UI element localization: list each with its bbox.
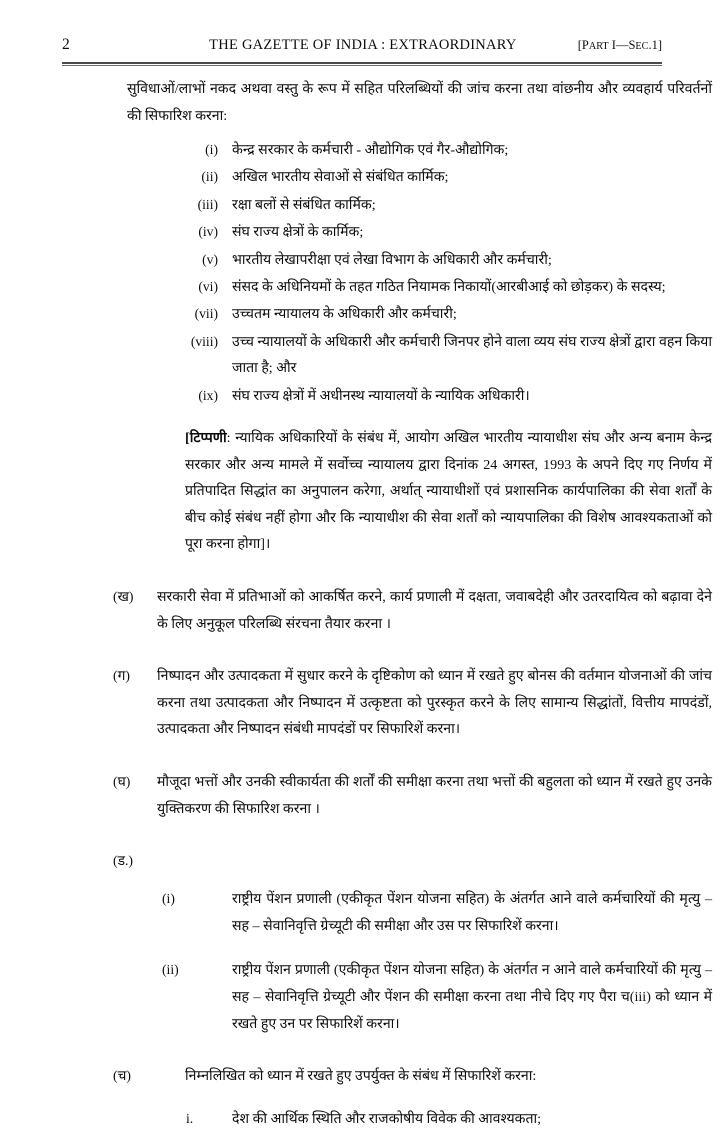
list-text: केन्द्र सरकार के कर्मचारी - औद्योगिक एवं गैर-औद्योगिक; xyxy=(232,142,509,158)
clause-nga xyxy=(0,848,725,868)
roman-numeral-list xyxy=(0,137,725,409)
page-number: 2 xyxy=(62,36,70,53)
clause-label: (ग) xyxy=(113,668,130,684)
lead-paragraph: सुविधाओं/लाभों नकद अथवा वस्तु के रूप में सहित परिलब्धियों की जांच करना तथा वांछनीय और व्यवहार्य परिवर्तनों की सिफारिश करना: xyxy=(127,81,712,124)
list-text: संसद के अधिनियमों के तहत गठित नियामक निकायों(आरबीआई को छोड़कर) के सदस्य; xyxy=(232,279,666,296)
list-text: संघ राज्य क्षेत्रों के कार्मिक; xyxy=(232,224,364,241)
list-marker: (ix) xyxy=(198,387,218,403)
list-text: देश की आर्थिक स्थिति और राजकोषीय विवेक की आवश्यकता; xyxy=(232,1110,542,1127)
alpha-sub-list xyxy=(0,1106,725,1132)
list-item xyxy=(0,383,725,409)
note-label: टिप्पणी xyxy=(189,430,227,447)
note-bracket: [ xyxy=(185,430,190,447)
list-item xyxy=(0,247,725,273)
header-rule-thin xyxy=(62,65,662,66)
list-item xyxy=(0,192,725,218)
list-text: उच्च न्यायालयों के अधिकारी और कर्मचारी जिनपर होने वाला व्यय संघ राज्य क्षेत्रों द्वारा वहन किया जाता है; और xyxy=(232,333,712,377)
clause-label: (घ) xyxy=(113,774,131,789)
clause-gha xyxy=(0,769,725,822)
page-header xyxy=(62,36,662,62)
clause-label: (ड.) xyxy=(113,853,134,869)
clause-text: निष्पादन और उत्पादकता में सुधार करने के दृष्टिकोण को ध्यान में रखते हुए बोनस की वर्तमान योजनाओं की जांच करना तथा उत्पादकता और निष्पादन में उत्कृष्टता को पुरस्कृत करने के लिए सामान्य सिद्धांतों, वित्तीय मापदंडों, उत्पादकता और निष्पादन संबंधी मापदंडों पर सिफारिशें करना। xyxy=(157,668,712,738)
list-marker: (v) xyxy=(202,251,218,267)
list-item xyxy=(0,886,725,939)
clause-text: निम्नलिखित को ध्यान में रखते हुए उपर्युक्त के संबंध में सिफारिशें करना: xyxy=(185,1068,537,1085)
clause-text: सरकारी सेवा में प्रतिभाओं को आकर्षित करने, कार्य प्रणाली में दक्षता, जवाबदेही और उतरदायित्व को बढ़ावा देने के लिए अनुकूल परिलब्धि संरचना तैयार करना । xyxy=(157,589,712,632)
list-text: संघ राज्य क्षेत्रों में अधीनस्थ न्यायालयों के न्यायिक अधिकारी। xyxy=(232,387,530,404)
clause-cha xyxy=(0,1063,725,1090)
list-item xyxy=(0,329,725,382)
clause-kha xyxy=(0,584,725,637)
list-text: राष्ट्रीय पेंशन प्रणाली (एकीकृत पेंशन योजना सहित) के अंतर्गत आने वाले कर्मचारियों की मृत्यु – सह – सेवानिवृत्ति ग्रेच्यूटी की समीक्षा और उस पर सिफारिशें करना। xyxy=(232,891,712,934)
clause-text: मौजूदा भत्तों और उनकी स्वीकार्यता की शर्तों की समीक्षा करना तथा भत्तों की बहुलता को ध्यान में रखते हुए उनके युक्तिकरण की सिफारिश करना । xyxy=(157,774,712,817)
note-paragraph xyxy=(0,425,725,558)
list-marker: (ii) xyxy=(201,169,218,185)
list-item xyxy=(0,1106,725,1132)
clause-label: (च) xyxy=(113,1068,131,1084)
header-title: THE GAZETTE OF INDIA : EXTRAORDINARY xyxy=(209,37,517,53)
list-marker: (i) xyxy=(162,891,175,907)
list-marker: (i) xyxy=(205,142,218,157)
header-part-section: [PART I—SEC.1] xyxy=(577,38,662,52)
list-item xyxy=(0,219,725,245)
clause-ga xyxy=(0,663,725,743)
list-marker: (ii) xyxy=(162,962,179,978)
list-item xyxy=(0,164,725,190)
sub-roman-list xyxy=(0,886,725,1037)
list-marker: (viii) xyxy=(190,333,218,349)
header-divider xyxy=(62,62,662,66)
list-text: भारतीय लेखापरीक्षा एवं लेखा विभाग के अधिकारी और कर्मचारी; xyxy=(232,251,552,268)
list-marker: (iv) xyxy=(198,224,218,240)
clause-label: (ख) xyxy=(113,589,134,605)
list-text: राष्ट्रीय पेंशन प्रणाली (एकीकृत पेंशन योजना सहित) के अंतर्गत न आने वाले कर्मचारियों की मृत्यु – सह – सेवानिवृत्ति ग्रेच्यूटी और पेंशन की समीक्षा करना तथा नीचे दिए गए पैरा च(iii) को ध्यान में रखते हुए उन पर सिफारिशें करना। xyxy=(232,962,712,1032)
list-item xyxy=(0,274,725,300)
list-item xyxy=(0,957,725,1037)
list-marker: (iii) xyxy=(197,196,218,212)
document-body xyxy=(0,76,725,1132)
list-text: अखिल भारतीय सेवाओं से संबंधित कार्मिक; xyxy=(232,169,449,186)
list-item xyxy=(0,301,725,327)
list-text: रक्षा बलों से संबंधित कार्मिक; xyxy=(232,196,376,213)
list-text: उच्चतम न्यायालय के अधिकारी और कर्मचारी; xyxy=(232,306,457,323)
note-text: : न्यायिक अधिकारियों के संबंध में, आयोग अखिल भारतीय न्यायाधीश संघ और अन्य बनाम केन्द्र सरकार और अन्य मामले में सर्वोच्च न्यायालय द्वारा दिनांक 24 अगस्त, 1993 के अपने दिए गए निर्णय में प्रतिपादित सिद्धांत का अनुपालन करेगा, अर्थात् न्यायाधीशों एवं प्रशासनिक कार्यपालिका की सेवा शर्तों के बीच कोई संबंध नहीं होगा और कि न्यायाधीश की सेवा शर्तों को न्यायपालिका की विशेष आवश्यकताओं को पूरा करना होगा]। xyxy=(185,430,712,553)
list-marker: (vii) xyxy=(194,306,218,322)
list-item xyxy=(0,137,725,163)
list-marker: (vi) xyxy=(198,279,218,295)
list-marker: i. xyxy=(186,1110,194,1126)
